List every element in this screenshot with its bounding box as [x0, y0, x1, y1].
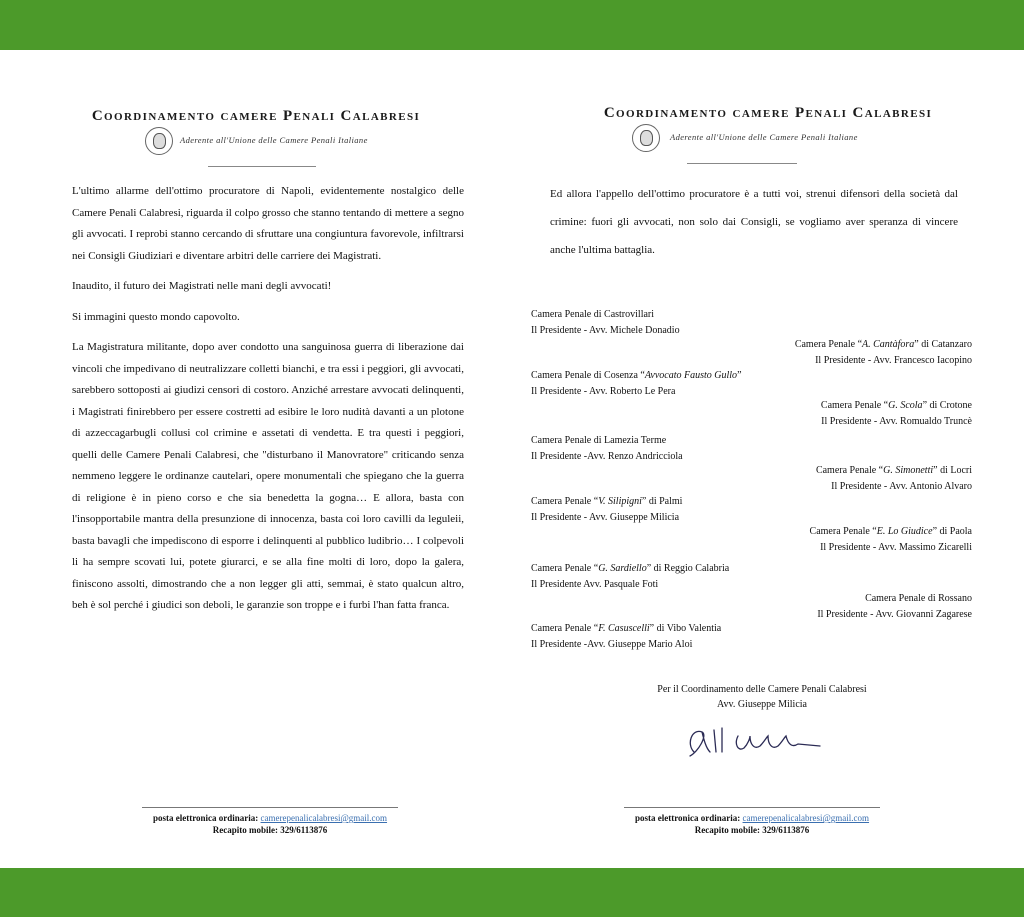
handwritten-signature: [680, 722, 830, 766]
chamber-name: Camera Penale “E. Lo Giudice” di Paola: [809, 526, 972, 537]
letterhead-title: Coordinamento camere Penali Calabresi: [91, 108, 421, 124]
president-name: Il Presidente - Avv. Romualdo Truncè: [821, 415, 972, 427]
footer-email-link[interactable]: camerepenalicalabresi@gmail.com: [260, 813, 388, 823]
president-name: Il Presidente - Avv. Francesco Iacopino: [815, 354, 972, 366]
letterhead-subtitle: Aderente all'Unione delle Camere Penali Italiane: [670, 132, 858, 142]
chamber-name: Camera Penale di Cosenza “Avvocato Fausto Gullo”: [531, 370, 742, 381]
closing-line: Per il Coordinamento delle Camere Penali Calabresi: [657, 684, 867, 695]
president-name: Il Presidente - Avv. Massimo Zicarelli: [820, 541, 972, 553]
footer: [624, 807, 880, 836]
letter-page-left: [0, 50, 512, 868]
closing-block: [612, 682, 912, 712]
chamber-name: Camera Penale “G. Sardiello” di Reggio Calabria: [531, 563, 730, 574]
paragraph: Si immagini questo mondo capovolto.: [72, 310, 240, 323]
president-name: Il Presidente - Avv. Antonio Alvaro: [831, 480, 972, 492]
president-name: Il Presidente - Avv. Michele Donadio: [531, 324, 680, 336]
president-name: Il Presidente Avv. Pasquale Foti: [531, 578, 659, 590]
footer-email-link[interactable]: camerepenalicalabresi@gmail.com: [742, 813, 870, 823]
bottom-green-band: [0, 868, 1024, 917]
paragraph: Inaudito, il futuro dei Magistrati nelle mani degli avvocati!: [72, 280, 332, 292]
chamber-name: Camera Penale “G. Simonetti” di Locri: [815, 465, 972, 476]
letterhead-subtitle: Aderente all'Unione delle Camere Penali Italiane: [180, 135, 368, 145]
president-entry: [810, 524, 972, 555]
president-name: Il Presidente - Avv. Roberto Le Pera: [531, 385, 676, 397]
letter-page-right: [512, 50, 1024, 868]
chamber-name: Camera Penale “G. Scola” di Crotone: [820, 400, 972, 411]
president-entry: [531, 368, 742, 399]
presidents-list: [512, 50, 1024, 750]
president-name: Il Presidente -Avv. Renzo Andricciola: [531, 450, 683, 462]
president-entry: [531, 494, 682, 525]
closing-signatory: Avv. Giuseppe Milicia: [717, 699, 807, 710]
footer-mail-label: posta elettronica ordinaria:: [152, 813, 259, 823]
president-entry: [795, 337, 972, 368]
president-name: Il Presidente - Avv. Giovanni Zagarese: [817, 608, 972, 620]
footer: [142, 807, 398, 836]
president-entry: [531, 433, 683, 464]
chamber-name: Camera Penale di Lamezia Terme: [531, 435, 667, 446]
chamber-name: Camera Penale di Castrovillari: [531, 309, 655, 320]
footer-mail-label: posta elettronica ordinaria:: [634, 813, 741, 823]
letterhead: [0, 108, 512, 157]
letterhead-title: Coordinamento camere Penali Calabresi: [603, 105, 933, 121]
president-entry: [531, 561, 729, 592]
president-entry: [531, 621, 721, 652]
president-name: Il Presidente -Avv. Giuseppe Mario Aloi: [531, 638, 693, 650]
chamber-name: Camera Penale “F. Casuscelli” di Vibo Valentia: [531, 623, 722, 634]
president-entry: [817, 591, 972, 622]
seal-logo-icon: [145, 127, 173, 155]
president-entry: [531, 307, 680, 338]
chamber-name: Camera Penale di Rossano: [865, 593, 972, 604]
president-entry: [816, 463, 972, 494]
paragraph: L'ultimo allarme dell'ottimo procuratore di Napoli, evidentemente nostalgico delle Camere Penali Calabresi, riguarda il colpo grosso che stanno tentando di mettere a segno gli avvocati. I reprobi stanno cercando di sfruttare una congiuntura favorevole, infiltrarsi nei Consigli Giudiziari e diventare arbitri delle carriere dei Magistrati.: [72, 185, 464, 262]
president-name: Il Presidente - Avv. Giuseppe Milicia: [531, 511, 680, 523]
footer-phone: Recapito mobile: 329/6113876: [694, 825, 810, 835]
intro-paragraph: Ed allora l'appello dell'ottimo procuratore è a tutti voi, strenui difensori della società dal crimine: fuori gli avvocati, non solo dai Consigli, se vogliamo aver speranza di vincere anche l'ultima battaglia.: [550, 188, 958, 256]
footer-phone: Recapito mobile: 329/6113876: [212, 825, 328, 835]
chamber-name: Camera Penale “A. Cantàfora” di Catanzaro: [794, 339, 972, 350]
letter-body: [72, 181, 464, 626]
chamber-name: Camera Penale “V. Silipigni” di Palmi: [531, 496, 683, 507]
paragraph: La Magistratura militante, dopo aver condotto una sanguinosa guerra di liberazione dai vincoli che impedivano di neutralizzare colletti bianchi, e tra essi i peggiori, gli avvocati, sarebbero sottoposti ai giudizi censori di costoro. Anziché arrestare avvocati delinquenti, i Magistrati finirebbero per essere costretti ad esibire le loro nudità davanti a un plotone di azzeccagarbugli collusi col crimine e assetati di vendetta. E tra questi i peggiori, quelli delle Camere Penali Calabresi, che "disturbano il Manovratore" criticando senza nemmeno leggere le ordinanze cautelari, opere monumentali che spiegano che la guerra di religione è in pieno corso e che sia benedetta la gogna… E allora, basta con l'insopportabile mantra della presunzione di innocenza, basta coi loro cavilli da leguleii, basta bavagli che impediscono di esporre i delinquenti al pubblico ludibrio… I colpevoli li ha sempre scovati lui, potete giurarci, e se alla fine molti di loro, dopo la galera, finiscono assolti, dimostrando che a non legger gli atti, semmai, è stato qualcun altro, beh è sol perché i giudici son deboli, le garanzie son troppe e i furbi l'han fatta franca.: [72, 341, 464, 611]
letterhead-rule: [208, 166, 316, 167]
top-green-band: [0, 0, 1024, 50]
president-entry: [821, 398, 972, 429]
